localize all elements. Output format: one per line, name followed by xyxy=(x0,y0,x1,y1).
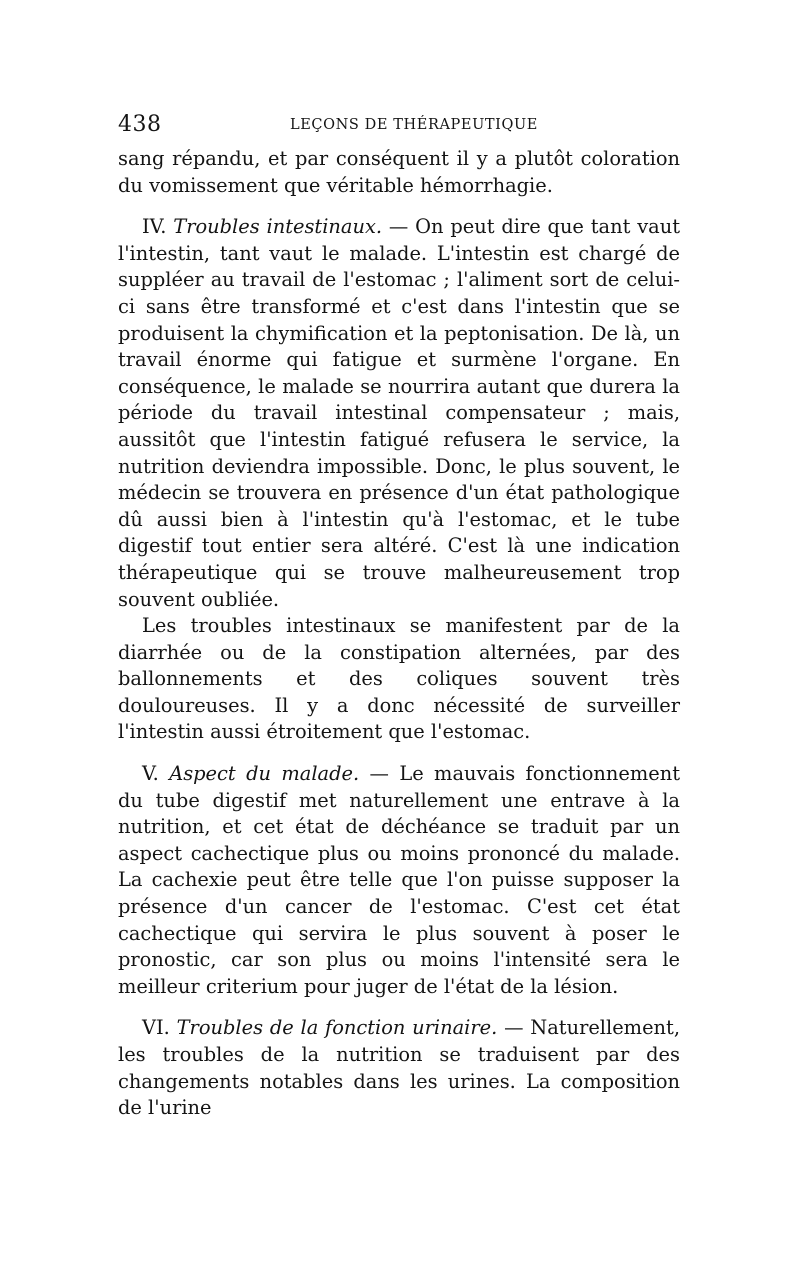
paragraph-troubles-intestinaux-detail xyxy=(118,613,680,746)
paragraph-text: sang répandu, et par conséquent il y a plutôt coloration du vomissement que véritable hémorrhagie. xyxy=(118,147,680,197)
page-number: 438 xyxy=(118,112,162,137)
section-heading: Aspect du malade. xyxy=(169,762,360,786)
section-heading: Troubles de la fonction urinaire. xyxy=(176,1016,498,1040)
book-page xyxy=(118,112,680,1122)
section-aspect-du-malade xyxy=(118,761,680,1000)
section-number: VI. xyxy=(142,1016,170,1040)
paragraph-text: Les troubles intestinaux se manifestent par de la diarrhée ou de la constipation alternées, par des ballonnements et des coliques souvent très douloureuses. Il y a donc nécessité de surveiller l'intestin aussi étroitement que l'estomac. xyxy=(118,614,680,744)
paragraph-text: — Le mauvais fonctionnement du tube digestif met naturellement une entrave à la nutrition, et cet état de déchéance se traduit par un aspect cachectique plus ou moins prononcé du malade. La cachexie peut être telle que l'on puisse supposer la présence d'un cancer de l'estomac. C'est cet état cachectique qui servira le plus souvent à poser le pronostic, car son plus ou moins l'intensité sera le meilleur criterium pour juger de l'état de la lésion. xyxy=(118,762,681,998)
running-head xyxy=(118,112,680,142)
section-troubles-fonction-urinaire xyxy=(118,1015,680,1121)
section-number: IV. xyxy=(142,215,167,239)
paragraph-text: — On peut dire que tant vaut l'intestin, tant vaut le malade. L'intestin est chargé de suppléer au travail de l'estomac ; l'aliment sort de celui-ci sans être transformé et c'est dans l'intestin que se produisent la chymification et la peptonisation. De là, un travail énorme qui fatigue et surmène l'organe. En conséquence, le malade se nourrira autant que durera la période du travail intestinal compensateur ; mais, aussitôt que l'intestin fatigué refusera le service, la nutrition deviendra impossible. Donc, le plus souvent, le médecin se trouvera en présence d'un état pathologique dû aussi bien à l'intestin qu'à l'estomac, et le tube digestif tout entier sera altéré. C'est là une indication thérapeutique qui se trouve malheureusement trop souvent oubliée. xyxy=(118,215,680,611)
paragraph-continuation xyxy=(118,146,680,199)
paragraph-text: — Naturellement, les troubles de la nutrition se traduisent par des changements notables dans les urines. La composition de l'urine xyxy=(118,1016,680,1120)
section-heading: Troubles intestinaux. xyxy=(173,215,383,239)
section-number: V. xyxy=(142,762,159,786)
section-troubles-intestinaux xyxy=(118,214,680,613)
body-text xyxy=(118,146,680,1122)
running-title: LEÇONS DE THÉRAPEUTIQUE xyxy=(290,117,538,133)
